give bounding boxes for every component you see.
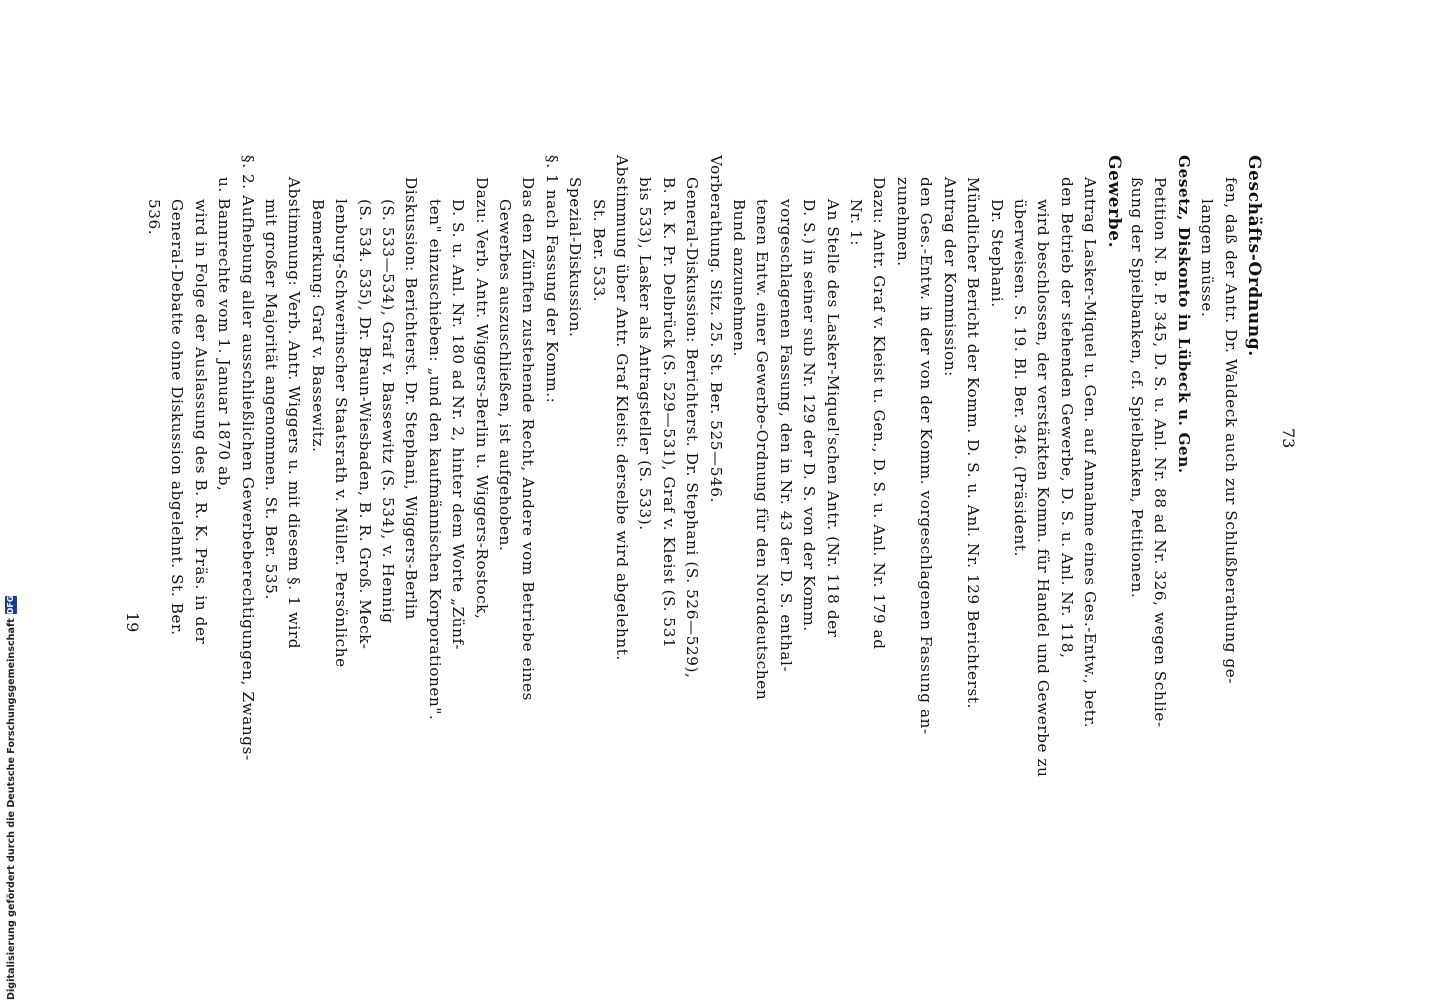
- text-line: ten" einzuschieben: „und den kaufmännischen Korporationen".: [425, 199, 444, 721]
- text-line: An Stelle des Lasker-Miquel'schen Antr. (Nr. 118 der: [823, 199, 842, 638]
- text-line: den Betrieb der stehenden Gewerbe, D. S. u. Anl. Nr. 118,: [1057, 177, 1076, 659]
- text-line: bis 533), Lasker als Antragsteller (S. 533).: [636, 177, 655, 531]
- text-line: Bemerkung: Graf v. Bassewitz.: [308, 199, 327, 453]
- text-line: (S. 534. 535), Dr. Braun-Wiesbaden, B. R. Groß. Meck-: [355, 199, 374, 650]
- dfg-logo-icon: DFG: [6, 595, 15, 615]
- text-line: Antrag Lasker-Miquel u. Gen. auf Annahme eines Ges.-Entw., betr.: [1081, 177, 1100, 729]
- digitization-credit: [2, 595, 20, 1000]
- text-line: 536.: [144, 199, 163, 236]
- text-line: Nr. 1:: [847, 199, 866, 246]
- text-line: (S. 533—534), Graf v. Bassewitz (S. 534), v. Hennig: [378, 199, 397, 624]
- text-line: §. 1 nach Fassung der Komm.:: [542, 155, 561, 404]
- text-line: den Ges.-Entw. in der von der Komm. vorgeschlagenen Fassung an-: [917, 177, 936, 735]
- text-line: wird in Folge der Auslassung des B. R. K. Präs. in der: [191, 199, 210, 645]
- text-line: Gewerbe.: [1103, 155, 1124, 249]
- text-line: fen, daß der Antr. Dr. Waldeck auch zur Schlußberathung ge-: [1221, 177, 1240, 685]
- text-line: Dr. Stephani.: [987, 199, 1006, 308]
- text-line: Vorberathung. Sitz. 25. St. Ber. 525—546.: [706, 155, 725, 503]
- text-line: vorgeschlagenen Fassung, den in Nr. 43 der D. S. enthal-: [776, 199, 795, 673]
- text-line: St. Ber. 533.: [589, 199, 608, 303]
- page-number: 73: [1279, 428, 1298, 449]
- text-line: B. R. K. Pr. Delbrück (S. 529—531), Graf v. Kleist (S. 531: [659, 177, 678, 649]
- text-line: D. S.) in seiner sub Nr. 129 der D. S. von der Komm.: [800, 199, 819, 632]
- text-line: wird beschlossen, der verstärkten Komm. für Handel und Gewerbe zu: [1034, 199, 1053, 778]
- text-line: D. S. u. Anl. Nr. 180 ad Nr. 2, hinter dem Worte „Zünf-: [449, 199, 468, 650]
- text-line: Diskussion: Berichterst. Dr. Stephani, Wiggers-Berlin: [402, 177, 421, 620]
- text-line: Das den Zünften zustehende Recht, Andere vom Betriebe eines: [519, 177, 538, 702]
- text-line: Geschäfts-Ordnung.: [1244, 155, 1264, 357]
- text-line: tenen Entw. einer Gewerbe-Ordnung für den Norddeutschen: [753, 199, 772, 701]
- text-line: Mündlicher Bericht der Komm. D. S. u. Anl. Nr. 129 Berichterst.: [964, 177, 983, 710]
- text-line: Petition N. B. P. 345, D. S. u. Anl. Nr. 88 ad Nr. 326, wegen Schlie-: [1151, 177, 1170, 728]
- text-line: u. Bannrechte vom 1. Januar 1870 ab,: [215, 177, 234, 492]
- text-line: Spezial-Diskussion.: [566, 177, 585, 338]
- credit-text: Digitalisierung gefördert durch die Deutsche Forschungsgemeinschaft: [5, 618, 17, 1000]
- text-line: Dazu: Antr. Graf v. Kleist u. Gen., D. S. u. Anl. Nr. 179 ad: [870, 177, 889, 650]
- text-line: überweisen. S. 19. Bl. Ber. 346. (Präsident.: [1010, 199, 1029, 557]
- document-text: [144, 155, 1265, 778]
- text-line: Dazu: Verb. Antr. Wiggers-Berlin u. Wiggers-Rostock,: [472, 177, 491, 620]
- text-line: langen müsse.: [1198, 199, 1217, 318]
- text-line: lenburg-Schwerinscher Staatsrath v. Müller. Persönliche: [332, 199, 351, 668]
- text-line: mit großer Majorität angenommen. St. Ber. 535.: [261, 199, 280, 600]
- text-line: zunehmen.: [893, 177, 912, 267]
- signature-number: 19: [123, 612, 142, 633]
- text-line: General-Debatte ohne Diskussion abgelehnt. St. Ber.: [168, 199, 187, 636]
- text-line: ßung der Spielbanken, cf. Spielbanken, Petitionen.: [1127, 177, 1146, 599]
- text-line: General-Diskussion: Berichterst. Dr. Stephani (S. 526—529),: [683, 177, 702, 679]
- text-line: §. 2. Aufhebung aller ausschließlichen Gewerbeberechtigungen, Zwangs-: [238, 155, 257, 761]
- text-line: Gewerbes auszuschließen, ist aufgehoben.: [496, 199, 514, 552]
- text-line: Abstimmung: Verb. Antr. Wiggers u. mit diesem §. 1 wird: [285, 177, 304, 650]
- text-line: Antrag der Kommission:: [940, 177, 959, 377]
- text-line: Bund anzunehmen.: [730, 199, 749, 358]
- text-line: Abstimmung über Antr. Graf Kleist: derselbe wird abgelehnt.: [613, 155, 632, 661]
- text-line: Gesetz, Diskonto in Lübeck u. Gen.: [1174, 155, 1193, 474]
